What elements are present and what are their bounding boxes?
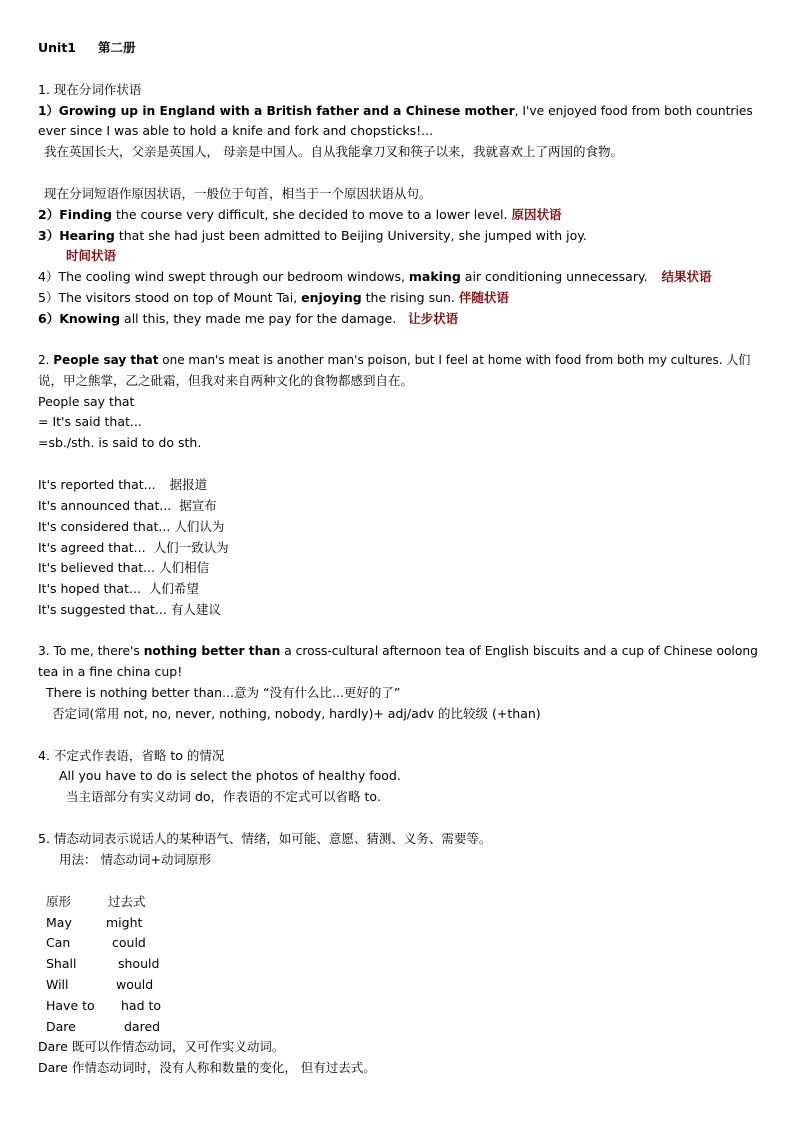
section-1-note: 现在分词短语作原因状语，一般位于句首，相当于一个原因状语从句。 — [44, 186, 432, 201]
tag-time: 时间状语 — [66, 248, 117, 263]
table-header-past: 过去式 — [108, 894, 146, 909]
modal-base: Will — [46, 977, 69, 992]
section-2-line-3: =sb./sth. is said to do sth. — [38, 435, 202, 450]
modal-base: Dare — [46, 1019, 76, 1034]
example-2: 2）Finding the course very difficult, she decided to move to a lower level. 原因状语 — [38, 207, 562, 222]
table-header-base: 原形 — [46, 894, 72, 909]
section-4-note: 当主语部分有实义动词 do，作表语的不定式可以省略 to. — [66, 789, 381, 804]
book-label: 第二册 — [98, 40, 136, 55]
phrase-item: It's hoped that... 人们希望 — [38, 581, 199, 596]
section-2-sentence: 2. People say that one man's meat is another man's poison, but I feel at home with food from both my cultures. 人们 — [38, 353, 751, 367]
section-3-note-2: 否定词(常用 not, no, never, nothing, nobody, hardly)+ adj/adv 的比较级 (+than) — [52, 706, 541, 721]
section-5-usage: 用法： 情态动词+动词原形 — [59, 852, 211, 867]
dare-note-1: Dare 既可以作情态动词，又可作实义动词。 — [38, 1039, 285, 1054]
modal-base: Have to — [46, 998, 95, 1013]
example-3: 3）Hearing that she had just been admitted to Beijing University, she jumped with joy. — [38, 228, 587, 243]
section-2-line-1: People say that — [38, 394, 135, 409]
example-1: 1）Growing up in England with a British father and a Chinese mother, I've enjoyed food from both countries — [38, 104, 753, 118]
example-6: 6）Knowing all this, they made me pay for the damage. 让步状语 — [38, 311, 459, 326]
modal-past: could — [112, 935, 146, 950]
modal-past: would — [116, 977, 154, 992]
modal-past: should — [118, 956, 160, 971]
unit-label: Unit1 — [38, 40, 77, 55]
phrase-item: It's agreed that... 人们一致认为 — [38, 540, 229, 555]
example-4: 4）The cooling wind swept through our bedroom windows, making air conditioning unnecessary. 结果状语 — [38, 269, 712, 284]
phrase-item: It's suggested that... 有人建议 — [38, 602, 221, 617]
tag-accompany: 伴随状语 — [458, 290, 509, 305]
phrase-item: It's considered that... 人们认为 — [38, 519, 225, 534]
phrase-item: It's reported that... 据报道 — [38, 477, 208, 492]
tag-concession: 让步状语 — [408, 311, 459, 326]
example-5: 5）The visitors stood on top of Mount Tai, enjoying the rising sun. 伴随状语 — [38, 290, 509, 305]
example-1-translation: 我在英国长大，父亲是英国人， 母亲是中国人。自从我能拿刀叉和筷子以来，我就喜欢上了两国的食物。 — [44, 144, 623, 159]
section-4-example: All you have to do is select the photos of healthy food. — [59, 768, 401, 783]
dare-note-2: Dare 作情态动词时，没有人称和数量的变化， 但有过去式。 — [38, 1060, 376, 1075]
tag-cause: 原因状语 — [511, 207, 562, 222]
example-1-bold: Growing up in England with a British father and a Chinese mother — [58, 104, 515, 118]
section-2-line-2: = It's said that... — [38, 414, 142, 429]
section-3-note-1: There is nothing better than...意为 “没有什么比...更好的了” — [46, 685, 401, 700]
section-4-heading: 4. 不定式作表语，省略 to 的情况 — [38, 748, 225, 763]
example-1-continued: ever since I was able to hold a knife and fork and chopsticks!... — [38, 123, 434, 138]
unit-header — [38, 38, 136, 58]
section-3-continued: tea in a fine china cup! — [38, 664, 183, 679]
modal-base: May — [46, 915, 72, 930]
phrase-item: It's announced that... 据宣布 — [38, 498, 217, 513]
modal-past: might — [106, 915, 143, 930]
section-2-continued: 说，甲之熊掌，乙之砒霜，但我对来自两种文化的食物都感到自在。 — [38, 373, 414, 388]
phrase-item: It's believed that... 人们相信 — [38, 560, 210, 575]
section-3-sentence: 3. To me, there's nothing better than a cross-cultural afternoon tea of English biscuits and a cup of Chinese oolong — [38, 644, 758, 658]
section-1-heading: 1. 现在分词作状语 — [38, 82, 142, 97]
modal-past: dared — [124, 1019, 161, 1034]
modal-past: had to — [121, 998, 162, 1013]
modal-base: Can — [46, 935, 71, 950]
modal-base: Shall — [46, 956, 77, 971]
section-5-heading: 5. 情态动词表示说话人的某种语气、情绪，如可能、意愿、猜测、义务、需要等。 — [38, 831, 492, 846]
tag-result: 结果状语 — [661, 269, 712, 284]
